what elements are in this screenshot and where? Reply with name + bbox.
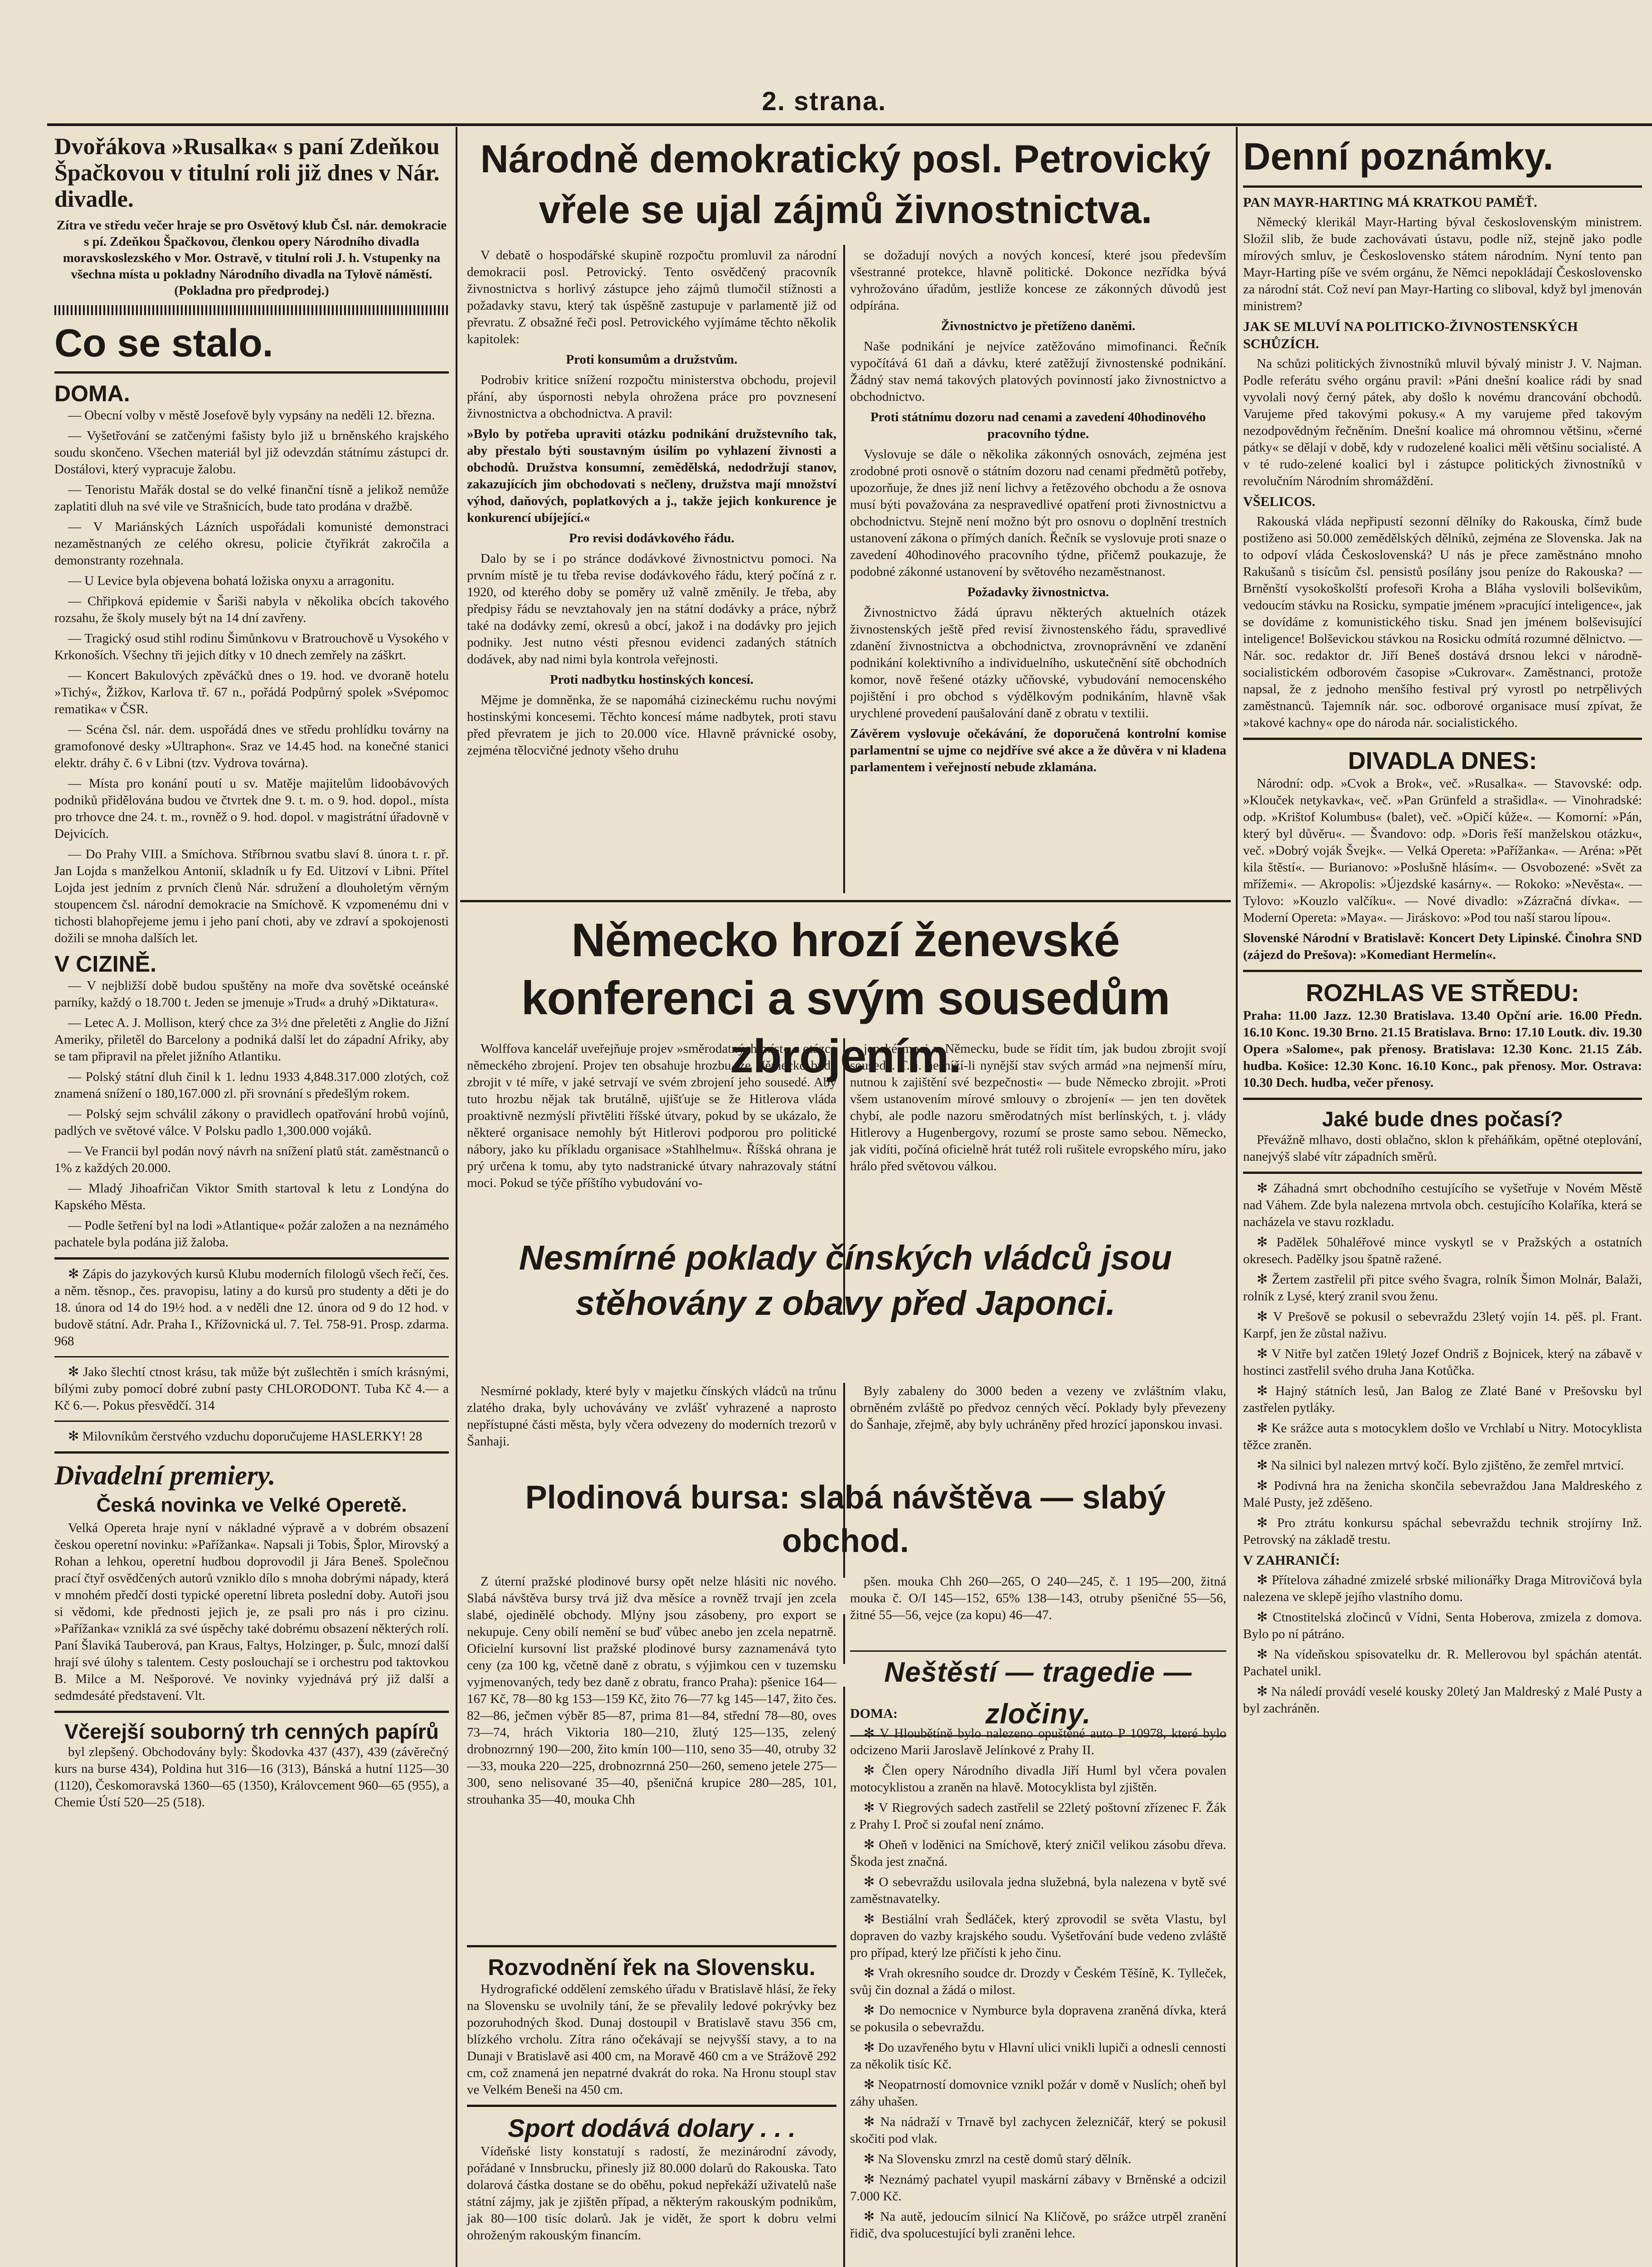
accident-item: ✻ V Prešově se pokusil o sebevraždu 23letý vojín 14. pěš. pl. Frant. Karpf, jen že zůstal naživu. — [1243, 1309, 1642, 1341]
bursa-headline-box — [460, 1476, 1231, 1571]
column-divider — [843, 245, 845, 893]
section-divider — [54, 1451, 449, 1454]
foreign-item: ✻ Na náledí provádí veselé kousky 20letý Jan Maldreský z Malé Pusty a byl zachráněn. — [1243, 1684, 1642, 1716]
accidents-col — [850, 1703, 1226, 2267]
premiery-subheading: Česká novinka ve Velké Operetě. — [96, 1494, 407, 1516]
left-column — [54, 134, 449, 2267]
accident-item: ✻ O sebevraždu usilovala jedna služebná, byla nalezena v bytě své zaměstnavatelky. — [850, 1875, 1226, 1906]
news-item: — Mladý Jihoafričan Viktor Smith startoval k letu z Londýna do Kapského Města. — [54, 1181, 449, 1212]
bursa-col2 — [850, 1573, 1226, 1650]
accident-item: ✻ Neznámý pachatel vyupil maskární zábavy v Brněnské a odcizil 7.000 Kč. — [850, 2172, 1226, 2204]
section-divider — [54, 1421, 449, 1422]
accidents-doma-label: DOMA: — [850, 1706, 898, 1721]
article-paragraph: Živnostnictvo žádá úpravu některých aktuelních otázek živnostenských ještě před revisí živnostenského řádu, spravedlivé zdanění živnostnictva a obchodnictva, zrovnoprávnění ve zdanění podnikání kolektivního a individuelního, uskutečnění sítě obchodních komor, nově řešené otázky učňovské, vybudování nemocenského pojištění i pro obchod s výdělkovým podnikáním, hlavně však urychlené provedení paušalování daně z obratu v textilii. — [850, 605, 1226, 720]
section-divider — [54, 1257, 449, 1260]
news-item: — Obecní volby v městě Josefově byly vypsány na neděli 12. března. — [68, 408, 435, 423]
china-col2 — [850, 1383, 1226, 1474]
doma-list — [54, 407, 449, 947]
section-divider — [460, 900, 1231, 902]
news-item: — Polský státní dluh činil k 1. lednu 1933 4,848.317.000 zlotých, což znamená snížení o 180,167.000 zl. při srovnání s předešlým rokem. — [54, 1070, 449, 1101]
main-article-col2 — [850, 247, 1226, 895]
main-headline: Národně demokratický posl. Petrovický vřele se ujal zájmů živnostnictva. — [480, 137, 1211, 232]
section-divider — [54, 1356, 449, 1357]
article-paragraph: Mějme je domněnka, že se napomáhá cizineckému ruchu novými hostinskými koncesemi. Těchto koncesí máme nadbytek, proti stavu před převratem je jich to 20.000 více. Hlavně právnické osoby, zejména tělocvičné jednoty všeho druhu — [467, 693, 836, 758]
column-divider — [1236, 127, 1238, 2267]
article-paragraph: Nesmírné poklady, které byly v majetku čínských vládců na trůnu zlatého draka, byly uchovávány ve zvlášť vyhrazené a naprosto nepřístupné části města, byly včera odvezeny do moderních trezorů v Šanhaji. — [467, 1384, 836, 1449]
news-item: — Tenoristu Mařák dostal se do velké finanční tísně a jelikož nemůže zaplatiti dluh na své vile ve Strašnicích, bude tato prodána v dražbě. — [54, 482, 449, 514]
accidents-headline: Neštěstí — tragedie — zločiny. — [850, 1650, 1226, 1737]
article-paragraph: Podrobiv kritice snížení rozpočtu ministerstva obchodu, projevil přání, aby úspornosti nebyla ohrožena práce pro povznesení živnostnictva a obchodnictva. A pravil: — [467, 373, 836, 421]
germany-headline-box — [460, 911, 1231, 1083]
news-item: — Tragický osud stihl rodinu Šimůnkovu v Bratrouchově u Vysokého v Krkonoších. Všechny tři jejich dítky v 10 dnech zemřely na záškrt. — [54, 631, 449, 662]
section-divider — [54, 305, 449, 315]
accident-item: ✻ Neopatrností domovnice vznikl požár v domě v Nuslích; oheň byl záhy uhašen. — [850, 2077, 1226, 2109]
article-subhead: Proti konsumům a družstvům. — [566, 352, 738, 367]
news-item: — Letec A. J. Mollison, který chce za 3½ dne přeletěti z Anglie do Jižní Ameriky, přiletěl do Barcelony a podniká další let do západní Afriky, aby se tam připravil na přelet jižního Atlantiku. — [54, 1016, 449, 1064]
news-item: — Ve Francii byl podán nový návrh na snížení platů stát. zaměstnanců o 1% z každých 20.000. — [54, 1144, 449, 1175]
section-divider — [467, 2105, 836, 2107]
article-paragraph: jenské moci v Německu, bude se řídit tím, jak budou zbrojit svojí sousedé. T. j. nesníží-li nynější stav svých armád »na nejmenší míru, nutnou k zajištění své bezpečnosti« — bude Německo zbrojit. »Proti všem ustanovením mírové smlouvy o zbrojení« — jen ten dovětek chybí, ale podle nazoru směrodatných míst berlínských, t. j. vlády Hitlerovy a Hugenbergovy, rozumí se proste samo sebou. Německo, jak vidíti, počíná oficielně hrát tutéž roli rušitele evropského míru, jako hrálo před světovou válkou. — [850, 1041, 1226, 1173]
article-paragraph: Wolffova kancelář uveřejňuje projev »směrodatných míst« o otázce německého zbrojení. Projev ten obsahuje hrozbu, že Německo bude zbrojit v té míře, v jaké setrvají ve svém zbrojení jeho sousedé. Aby tuto hrozbu nějak tak brutálně, ujišťuje se že Hitlerova vláda proaktivně nezmýslí přivtěliti říšské útvary, pokud by se ukázalo, že některé organisace nemohly být Hitlerovi podporou pro politické nábory, jako ku příkladu organisace »Stahlhelmu«. Říšská ohrana je prý určena k tomu, aby tyto nadstranické útvary nahrazovaly státní moci. Pokud se týče příštího vybudování vo- — [467, 1041, 836, 1190]
rozhlas-heading: ROZHLAS VE STŘEDU: — [1306, 979, 1579, 1007]
classified-ad: ✻ Jako šlechtí ctnost krásu, tak může být zušlechtěn i smích krásnými, bílými zuby pomocí dobré zubní pasty CHLORODONT. Tuba Kč 4.— a Kč 6.—. Pokus přesvědčí. 314 — [54, 1365, 449, 1413]
pocasi-text: Převážně mlhavo, dosti oblačno, sklon k přeháňkám, opětné oteplování, nanejvýš slabé vítr západních směrů. — [1243, 1133, 1642, 1164]
accident-item: ✻ Na Slovensku zmrzl na cestě domů starý dělník. — [864, 2152, 1132, 2166]
accident-item: ✻ V Riegrových sadech zastřelil se 22letý poštovní zřízenec F. Žák z Prahy I. Proč si zoufal není známo. — [850, 1800, 1226, 1832]
premiery-text: Velká Opereta hraje nyní v nákladné výpravě a v dobrém obsazení českou operetní novinku: »Pařížanka«. Napsali ji Tobis, Šplor, Mirovský a Rohan a lehkou, operetní hudbou doprovodil ji Jára Beneš. Společnou prací čtyř osvědčených autorů vzniklo dílo s mnoha dobrými nápady, která v mnohém předčí dosti typické operetní libreta poslední doby. Autoři jsou si vědomi, kde přednosti jejich je, ze psali pro nás i pro cizinu. »Pařížanka« vzniklá za své úspěchy také dobrému obsazení některých rolí. Paní Šlaviká Tauberová, pan Kraus, Faltys, Holzinger, p. Šulc, mnozí další hrají své úlohy s talentem. Cesty poslouchají se i orchestru pod taktovkou B. Milce a M. Nešporové. Ve novinky vyjednává prý již další a sedmdesáté představení. Vlt. — [54, 1521, 449, 1703]
classified-ad: ✻ Zápis do jazykových kursů Klubu moderních filologů všech řečí, čes. a něm. těsnop., čes. pravopisu, latiny a do kursů pro studenty a děti je do 18. února od 14 do 19½ hod. a v neděli dne 12. února od 9 do 12 hod. v budově státní. Adr. Praha I., Křížovnická ul. 7. Tel. 758-91. Prosp. zdarma. 968 — [54, 1267, 449, 1348]
accident-item: ✻ Pro ztrátu konkursu spáchal sebevraždu technik strojírny Inž. Petrovský na základě trestu. — [1243, 1516, 1642, 1547]
accident-item: ✻ Na nádraží v Trnavě byl zachycen železničář, který se pokusil skočiti pod vlak. — [850, 2115, 1226, 2146]
article-paragraph: Dalo by se i po stránce dodávkové živnostnictvu pomoci. Na prvním místě je tu třeba revise dodávkového řádu, který počíná z r. 1920, od kterého doby se poměry už valně změnily. Je třeba, aby předpisy řádu se nevztahovaly jen na státní dodávky a práce, nýbrž také na dodávky zemí, okresů a obcí, jakož i na dodávky pro jejich podniky. Jest nutno vésti přesnou evidenci zadaných státních dodávek, aby nad nimi byla kontrola veřejnosti. — [467, 551, 836, 666]
note-heading: JAK SE MLUVÍ NA POLITICKO-ŽIVNOSTENSKÝCH SCHŮZÍCH. — [1243, 319, 1578, 351]
section-divider — [1243, 738, 1642, 740]
right-column — [1243, 134, 1642, 2267]
note-heading: VŠELICOS. — [1243, 494, 1316, 509]
bursa-col1 — [467, 1573, 836, 1945]
article-paragraph: se dožadují nových a nových koncesí, které jsou především všestranné protekce, hlavně politické. Dokonce nezřídka bývá vyhrožováno úřadům, jestliže koncese ze zákonných důvodů jest odpírána. — [850, 248, 1226, 313]
accident-item: ✻ Vrah okresního soudce dr. Drozdy v Českém Těšíně, K. Tylleček, svůj čin doznal a žádá o milost. — [850, 1966, 1226, 1997]
germany-headline: Německo hrozí ženevské konferenci a svým sousedům zbrojením. — [521, 914, 1170, 1083]
divadla-text: Národní: odp. »Cvok a Brok«, več. »Rusalka«. — Stavovské: odp. »Klouček netykavka«, več. »Pan Grünfeld a strašidla«. — Vinohradské: odp. »Krištof Kolumbus« (balet), več. »Opičí kůže«. — Komorní: »Pán, který byl důvěru«. — Švandovo: odp. »Doris řeší manželskou otázku«, več. »Dobrý voják Švejk«. — Velká Opereta: »Pařížanka«. — Aréna: »Pět kila štěstí«. — Burianovo: »Poslušně hlásím«. — Osvobozené: »Svět za mřížemi«. — Akropolis: »Újezdské kasárny«. — Rokoko: »Nevěsta«. — Tylovo: »Kouzlo valčíku«. — Nové divadlo: »Zázračná dívka«. — Moderní Opereta: »Maya«. — Jiráskovo: »Pod tou naší starou lípou«. — [1243, 776, 1642, 925]
accident-item: ✻ Ke srážce auta s motocyklem došlo ve Vrchlabí u Nitry. Motocyklista těžce zraněn. — [1243, 1421, 1642, 1452]
article-paragraph: pšen. mouka Chh 260—265, O 240—245, č. 1 195—200, žitná mouka č. O/I 145—152, 65% 138—143, otruby pšeničné 55—56, žitné 55—56, vejce (za kopu) 46—47. — [850, 1574, 1226, 1622]
zahranici-heading: V ZAHRANIČÍ: — [1243, 1553, 1340, 1568]
article-subhead: Pro revisi dodávkového řádu. — [569, 531, 734, 545]
header-rule — [47, 123, 1652, 126]
news-item: — Místa pro konání poutí u sv. Matěje majitelům lidoobávových podniků přidělována budou ve čtvrtek dne 9. t. m. o 9. hod. dopol., místa pro trhovce dne 24. t. m., rovněž o 9. hod. dopol. v magistrátní úřadovně v Dejvicích. — [54, 776, 449, 841]
article-paragraph: Vídeňské listy konstatují s radostí, že mezinárodní závody, pořádané v Innsbrucku, přinesly již 80.000 dolarů do Rakouska. Tato dolarová částka dostane se do oběhu, pokud nepřekáží uživatelů naše státní zájmy, jak je zjištěn případ, a některým rakouským podnikům, jak 80—100 tisíc dolarů. Jak je vidět, že sport k dobru velmi ohroženým rakouským financím. — [467, 2144, 836, 2243]
foreign-item: ✻ Na vídeňskou spisovatelku dr. R. Mellerovou byl spáchán atentát. Pachatel unikl. — [1243, 1647, 1642, 1678]
note-text: Rakouská vláda nepřipustí sezonní dělníky do Rakouska, čímž bude postiženo asi 50.000 zemědělských dělníků, zejména ze Slovenska. Jak na to odpoví vláda Československá? U nás je přece zaměstnáno mnoho Rakušanů s tisícům čsl. pensistů posílány jsou peníze do Rakouska? — Brněnští vysokoškolští profesoři Kroha a Bláha vyslovili bolševikům, vedoucím stávku na Rosicku, sympatie jménem »pracující inteligence«, jak se dovídáme z komunistického tisku. Snad jen jménem bolševisující inteligence! Bolševickou stávkou na Rosicku odmítá rozumné dělnictvo. — Nár. soc. redaktor dr. Jiří Beneš dostává drsnou lekci v národně-socialistickém odborovém časopise »Cukrovar«. Zaměstnanci, protože napsal, že z jednoho menšího festival prý vyrostl po netrpělivých zaměstnanců. Tajemník nár. soc. odborové organisace musí zpívat, že »takové kachny« ope do národa nár. socialistického. — [1243, 514, 1642, 730]
article-paragraph: V debatě o hospodářské skupině rozpočtu promluvil za národní demokracii posl. Petrovický. Tento osvědčený pracovník živnostnictva s horlivý zástupce jeho zájmů tlumočil stížnosti a požadavky stavu, který tak úspěšně zastupuje v parlamentě již od převratu. Z obsažné řeči posl. Petrovického vyjímáme těchto několik kapitolek: — [467, 248, 836, 346]
china-headline-box — [460, 1236, 1231, 1381]
pocasi-heading: Jaké bude dnes počasí? — [1322, 1107, 1563, 1131]
article-subhead: Proti nadbytku hostinských koncesí. — [549, 672, 754, 687]
news-item: — Do Prahy VIII. a Smíchova. Stříbrnou svatbu slaví 8. února t. r. př. Jan Lojda s manželkou Antonií, skladník u fy Ed. Uitzoví v Libni. Přítel Lojda jest jedním z prvních členů Nár. sdružení a dlouholetým věrným stoupencem čsl. národní demokracie na Smíchově. K vzpomenému dni v tichosti blahopřejeme jemu i jeho paní choti, aby ve zdraví a spokojenosti dožili se mnoha dalších let. — [54, 847, 449, 945]
floods-col — [467, 1945, 836, 2267]
v-cizine-heading: V CIZINĚ. — [54, 951, 157, 977]
co-se-stalo-heading: Co se stalo. — [54, 321, 273, 365]
section-divider — [1243, 185, 1642, 188]
article-paragraph: Vyslovuje se dále o několika zákonných osnovách, zejména jest zrodobné proti osnově o státním dozoru nad cenami předmětů potřeby, upozorňuje, že dnes již není lichvy a řetězového obchodu a že osnova musí býti považována za nespravedlivé opatření proti živnostnictvu a obchodnictvu. Stejně není možno být pro osnovu o doplnění trestních ustanovení zákona o přímých daních. Řečník se vyslovuje proti snaze o zavedení 40hodinového pracovního týdne, přičemž poukazuje, že podobné zákonné ustanovení by světového nezaměstnanost. — [850, 447, 1226, 579]
accident-item: ✻ Padělek 50haléřové mince vyskytl se v Pražských a ostatních okresech. Padělky jsou špatně ražené. — [1243, 1235, 1642, 1266]
article-subhead: Proti státnímu dozoru nad cenami a zavedení 40hodinového pracovního týdne. — [870, 410, 1206, 441]
accident-item: ✻ Do nemocnice v Nymburce byla dopravena zraněná dívka, která se pokusila o sebevraždu. — [850, 2003, 1226, 2034]
article-paragraph: Byly zabaleny do 3000 beden a vezeny ve zvláštním vlaku, obrněném zvláště po předvoz cenných věcí. Poklady byly převezeny do Šanhaje, zřejmě, aby byly uchráněny před hrozící japonskou invasi. — [850, 1384, 1226, 1432]
accident-item: ✻ Hajný státních lesů, Jan Balog ze Zlaté Bané v Prešovsku byl zastřelen pytláky. — [1243, 1384, 1642, 1415]
trh-heading: Včerejší souborný trh cenných papírů — [64, 1720, 439, 1743]
floods-headline: Rozvodnění řek na Slovensku. — [488, 1955, 816, 1980]
news-item: — Podle šetření byl na lodi »Atlantique« požár založen a na neznámého pachatele byla podána již žaloba. — [54, 1218, 449, 1250]
article-subhead: Požadavky živnostnictva. — [967, 585, 1109, 599]
article-paragraph: Z úterní pražské plodinové bursy opět nelze hlásiti nic nového. Slabá návštěva bursy trvá již dva měsíce a rovněž trvají jen zcela slabé, ojedinělé obchody. Mlýny jsou zásobeny, pro export se nekupuje. Ceny obilí nemění se buď vůbec anebo jen zcela nepatrně. Oficielní kursovní list pražské plodinové bursy zaznamenává tyto ceny (za 100 kg, včetně daně z obratu, s výjimkou cen v tuzemsku vyjmenovaných, tedy bez daně z obratu, franco Praha): pšenice 164—167 Kč, 78—80 kg 153—159 Kč, žito 76—77 kg 145—147, žito čes. 82—86, ječmen výběr 85—87, prima 81—84, střední 78—80, oves 73—74, hrách Viktoria 180—210, žlutý 125—135, zelený drobnozrnný 190—200, žito kmín 100—110, seno 35—40, otruby 32—33, mouka 220—225, drobnozrnná 250—260, semeno jetele 275—300, seno nelisované 35—40, pšeničná krupice 280—285, 101, strouhanka 35—40, mouka Chh — [467, 1574, 836, 1807]
classified-ad: ✻ Milovníkům čerstvého vzduchu doporučujeme HASLERKY! 28 — [68, 1429, 423, 1444]
foreign-item: ✻ Přítelova záhadné zmizelé srbské milionářky Draga Mitrovičová byla nalezena ve sklepě jejího vlastního domu. — [1243, 1573, 1642, 1604]
note-heading: PAN MAYR-HARTING MÁ KRATKOU PAMĚŤ. — [1243, 195, 1537, 210]
accident-item: ✻ Bestiální vrah Šedláček, který zprovodil se světa Vlastu, byl dopraven do vazby krajského soudu. Vyšetřování bude vedeno zvláště pro případ, který lze přičísti k jeho činu. — [850, 1912, 1226, 1960]
column-divider — [456, 127, 457, 2267]
premiery-heading: Divadelní premiery. — [54, 1460, 276, 1490]
trh-text: byl zlepšený. Obchodovány byly: Škodovka 437 (437), 439 (závěrečný kurs na burse 434), Poldina hut 316—16 (313), Bánská a hutní 1125—30 (1120), Českomoravská 1360—65 (1350), Královcement 960—65 (955), a Chemie Ústí 520—25 (518). — [54, 1745, 449, 1810]
accident-item: ✻ Na silnici byl nalezen mrtvý kočí. Bylo zjištěno, že zemřel mrtvicí. — [1257, 1458, 1624, 1473]
accident-item: ✻ Na autě, jedoucím silnicí Na Klíčově, po srážce utrpěl zranění řidič, dva spolucestující byli zraněni lehce. — [850, 2209, 1226, 2241]
article-paragraph: Naše podnikání je nejvíce zatěžováno mimofinanci. Řečník vypočítává 61 daň a dávku, které zatěžují živnostenské podnikání. Žádný stav nemá takových platových povinností jako živnostnictvo a obchodnictvo. — [850, 339, 1226, 404]
section-divider — [1243, 1172, 1642, 1174]
section-divider — [54, 1711, 449, 1713]
news-item: — U Levice byla objevena bohatá ložiska onyxu a arragonitu. — [68, 574, 394, 588]
section-divider — [467, 1945, 836, 1947]
china-headline: Nesmírné poklady čínských vládců jsou stěhovány z obavy před Japonci. — [519, 1239, 1172, 1323]
accident-item: ✻ Oheň v loděnici na Smíchově, který zničil velikou zásobu dřeva. Škoda jest značná. — [850, 1838, 1226, 1869]
accident-item: ✻ V Nitře byl zatčen 19letý Jozef Ondriš z Bojnicek, který na zábavě v hostinci zastřelil svého druha Jana Kotůčka. — [1243, 1347, 1642, 1378]
news-item: — Chřipková epidemie v Šariši nabyla v několika obcích takového rozsahu, že školy musely být na 14 dní zavřeny. — [54, 594, 449, 625]
note-text: Na schůzi politických živnostníků mluvil bývalý ministr J. V. Najman. Podle referátu svého orgánu pravil: »Páni dnešní koalice rádi by snad vyvolali nový černý pátek, aby došlo k novému drancování obchodů. Varujeme před takovými pokusy.« A my varujeme před takovým nezodpovědným řečněním. Dnešní koalice má ohromnou většinu, »černé pátky« se dělají v době, kdy v rudozelené koalici měli většinu socialisté. A v té rudo-zelené koalici byl i zástupce politických živnostníků v revolučním Národním shromáždění. — [1243, 356, 1642, 488]
column-divider — [843, 1614, 845, 1664]
accident-item: ✻ Do uzavřeného bytu v Hlavní ulici vnikli lupiči a odnesli cennosti za několik tisíc Kč. — [850, 2040, 1226, 2072]
section-divider — [1243, 970, 1642, 972]
news-item: — Scéna čsl. nár. dem. uspořádá dnes ve středu prohlídku továrny na gramofonové desky »Ultraphon«. Sraz ve 14.45 hod. na konečné stanici elektr. dráhy č. 6 v Libni (tzv. Vydrova továrna). — [54, 722, 449, 770]
doma-heading: DOMA. — [54, 381, 130, 406]
accident-item: ✻ Člen opery Národního divadla Jiří Huml byl včera povalen motocyklistou a zraněn na hlavě. Motocyklista byl zjištěn. — [850, 1763, 1226, 1795]
rozhlas-text: Praha: 11.00 Jazz. 12.30 Bratislava. 13.40 Opční arie. 16.00 Předn. 16.10 Konc. 19.30 Brno. 21.15 Bratislava. Brno: 17.10 Loutk. div. 19.30 Opera »Salome«, pak přenosy. Bratislava: 12.30 Konc. 21.15 Záb. hudba. Košice: 12.30 Konc. 16.10 Konc., pak přenosy. Mor. Ostrava: 10.30 Dech. hudba, večer přenosy. — [1243, 1008, 1642, 1090]
news-item: — V nejbližší době budou spuštěny na moře dva sovětské oceánské parníky, každý o 18.700 t. Jeden se jmenuje »Trud« a druhý »Diktatura«. — [54, 978, 449, 1010]
column-divider — [843, 1687, 845, 2267]
foreign-item: ✻ Ctnostitelská zločinců v Vídni, Senta Hoberova, zmizela z domova. Bylo po ní pátráno. — [1243, 1610, 1642, 1641]
article-paragraph: Závěrem vyslovuje očekávání, že doporučená kontrolní komise parlamentní se ujme co nejdříve své akce a že důvěra v ni kladena parlamentem i veřejností nebude zklamána. — [850, 726, 1226, 774]
note-text: Německý klerikál Mayr-Harting býval československým ministrem. Složil slib, že bude zachovávati ústavu, podle níž, stejně jako podle mírových smluv, je Československo státem národním. Nyní tento pan Mayr-Harting píše ve svém orgánu, že Němci nepokládají Československo za národní stát. Což neví pan Mayr-Harting co sliboval, když byl jmenován ministrem? — [1243, 215, 1642, 313]
article-paragraph: Hydrografické oddělení zemského úřadu v Bratislavě hlásí, že řeky na Slovensku se uvolnily tání, že se převalily ledové pokrývky bez pozoruhodných škod. Dunaj dostoupil v Bratislavě stavu 356 cm, blízkého vrcholu. Zítra ráno očekávají se nejvyšší stavy, a to na Dunaji v Bratislavě asi 400 cm, na Moravě 460 cm a ve Strážově 292 cm, což znamená jen nepatrné dvakrát do roka. Na Hronu stoupl stav ve Velkém Beneši na 450 cm. — [467, 1982, 836, 2097]
news-item: — Polský sejm schválil zákony o pravidlech opatřování hrobů vojínů, padlých ve světové válce. V Polsku padlo 1,300.000 vojáků. — [54, 1107, 449, 1138]
article-quote: »Bylo by potřeba upraviti otázku podnikání družstevního tak, aby přestalo býti soustavným úsilím po vyhlazení živnosti a obchodů. Družstva konsumní, zemědělská, nedodržují stanov, zakazujících jim obchodovati s nečleny, družstva mají množství výhod, daňových, poplatkových a j., takže jejich konkurence je konkurencí ubíjející.« — [467, 427, 836, 525]
accident-item: ✻ Žertem zastřelil při pitce svého švagra, rolník Šimon Molnár, Balaži, rolník z Lysé, který zranil svou ženu. — [1243, 1272, 1642, 1304]
bratislava-text: Slovenské Národní v Bratislavě: Koncert Dety Lipinské. Činohra SND (zájezd do Prešova): »Komediant Hermelín«. — [1243, 931, 1642, 962]
news-item: — Koncert Bakulových zpěváčků dnes o 19. hod. ve dvoraně hotelu »Tichý«, Žižkov, Karlova tř. 67 n., pořádá Podpůrný spolek »Svépomoc rematika« v ČSR. — [54, 668, 449, 716]
news-item: — Vyšetřování se zatčenými fašisty bylo již u brněnského krajského soudu skončeno. Všechen materiál byl již odevzdán státnímu zástupci dr. Dostálovi, který vypracuje žalobu. — [54, 428, 449, 477]
main-article — [460, 134, 1231, 247]
denni-poznamky-heading: Denní poznámky. — [1243, 135, 1554, 178]
article-subhead: Živnostnictvo je přetíženo daněmi. — [941, 319, 1136, 333]
accident-item: ✻ Podivná hra na ženicha skončila sebevraždou Jana Maldreského z Malé Pusty, jež zděšeno. — [1243, 1479, 1642, 1510]
rusalka-text: Zítra ve středu večer hraje se pro Osvětový klub Čsl. nár. demokracie s pí. Zdeňkou Špačkovou, členkou opery Národního divadla moravskoslezského v Mor. Ostravě, v titulní roli J. h. Vstupenky na všechna místa u pokladny Národního divadla na Tylově náměstí. (Pokladna pro předprodej.) — [56, 218, 447, 298]
section-divider — [54, 371, 449, 374]
cizine-list — [54, 978, 449, 1251]
rusalka-headline: Dvořákova »Rusalka« s paní Zdeňkou Špačkovou v titulní roli již dnes v Nár. divadle. — [54, 134, 440, 212]
section-divider — [1243, 1098, 1642, 1100]
accident-item: ✻ Záhadná smrt obchodního cestujícího se vyšetřuje v Novém Městě nad Váhem. Zde byla nalezena mrtvola obch. cestujícího Kolaříka, která se nacházela ve stavu rozkladu. — [1243, 1181, 1642, 1229]
divadla-heading: DIVADLA DNES: — [1348, 747, 1537, 774]
accident-item: ✻ V Hloubětíně bylo nalezeno opuštěné auto P 10978, které bylo odcizeno Marii Jaroslavě Jelínkové z Prahy II. — [850, 1726, 1226, 1757]
bursa-headline: Plodinová bursa: slabá návštěva — slabý obchod. — [525, 1479, 1166, 1559]
news-item: — V Mariánských Lázních uspořádali komunisté demonstraci nezaměstnaných ze celého okresu, policie čtyřikrát zakročila a demonstranty rozehnala. — [54, 520, 449, 568]
china-col1 — [467, 1383, 836, 1474]
page-number: 2. strana. — [762, 87, 887, 116]
main-article-col1 — [467, 247, 836, 895]
sport-headline: Sport dodává dolary . . . — [508, 2114, 796, 2142]
